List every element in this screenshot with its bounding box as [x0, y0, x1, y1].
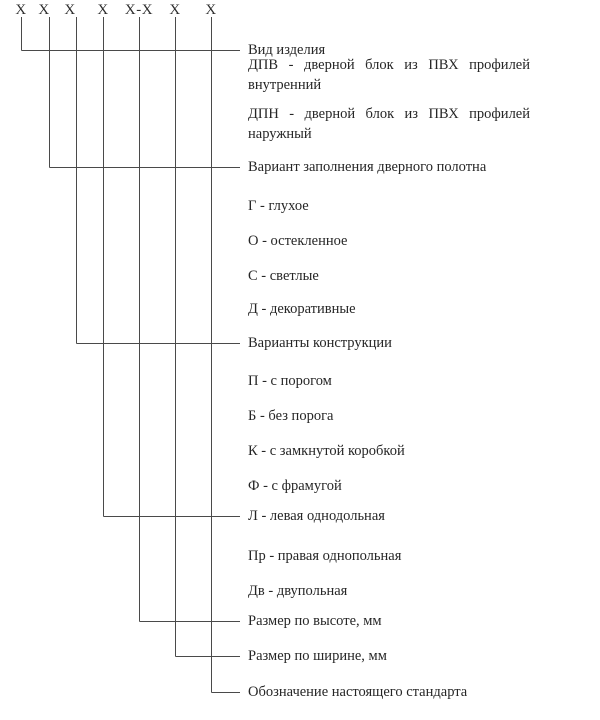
option-svetlye: С - светлые	[248, 268, 319, 284]
code-position-3: X	[64, 2, 76, 18]
code-position-6: X	[169, 2, 181, 18]
label-construction: Варианты конструкции	[248, 335, 392, 351]
code-position-4: X	[97, 2, 109, 18]
label-size-height: Размер по высоте, мм	[248, 613, 382, 629]
option-pravaya: Пр - правая однопольная	[248, 548, 402, 564]
option-glukhoe: Г - глухое	[248, 198, 309, 214]
option-dpv: ДПВ - дверной блок из ПВХ профилей внутренний	[248, 57, 530, 93]
option-dpn: ДПН - дверной блок из ПВХ профилей наружный	[248, 106, 530, 142]
option-osteklennoe: О - остекленное	[248, 233, 348, 249]
label-leaf-filling: Вариант заполнения дверного полотна	[248, 159, 487, 175]
option-bez-poroga: Б - без порога	[248, 408, 334, 424]
option-levaya: Л - левая однодольная	[248, 508, 385, 524]
option-s-porogom: П - с порогом	[248, 373, 332, 389]
option-zamknutaya-korobka: К - с замкнутой коробкой	[248, 443, 405, 459]
code-position-5: X-X	[124, 2, 154, 18]
code-position-1: X	[15, 2, 27, 18]
label-product-type: Вид изделия	[248, 42, 326, 58]
option-s-framugoy: Ф - с фрамугой	[248, 478, 342, 494]
label-standard-designation: Обозначение настоящего стандарта	[248, 684, 468, 700]
code-position-2: X	[38, 2, 50, 18]
option-dekorativnye: Д - декоративные	[248, 301, 356, 317]
code-position-7: X	[205, 2, 217, 18]
option-dvupolnaya: Дв - двупольная	[248, 583, 348, 599]
label-size-width: Размер по ширине, мм	[248, 648, 387, 664]
